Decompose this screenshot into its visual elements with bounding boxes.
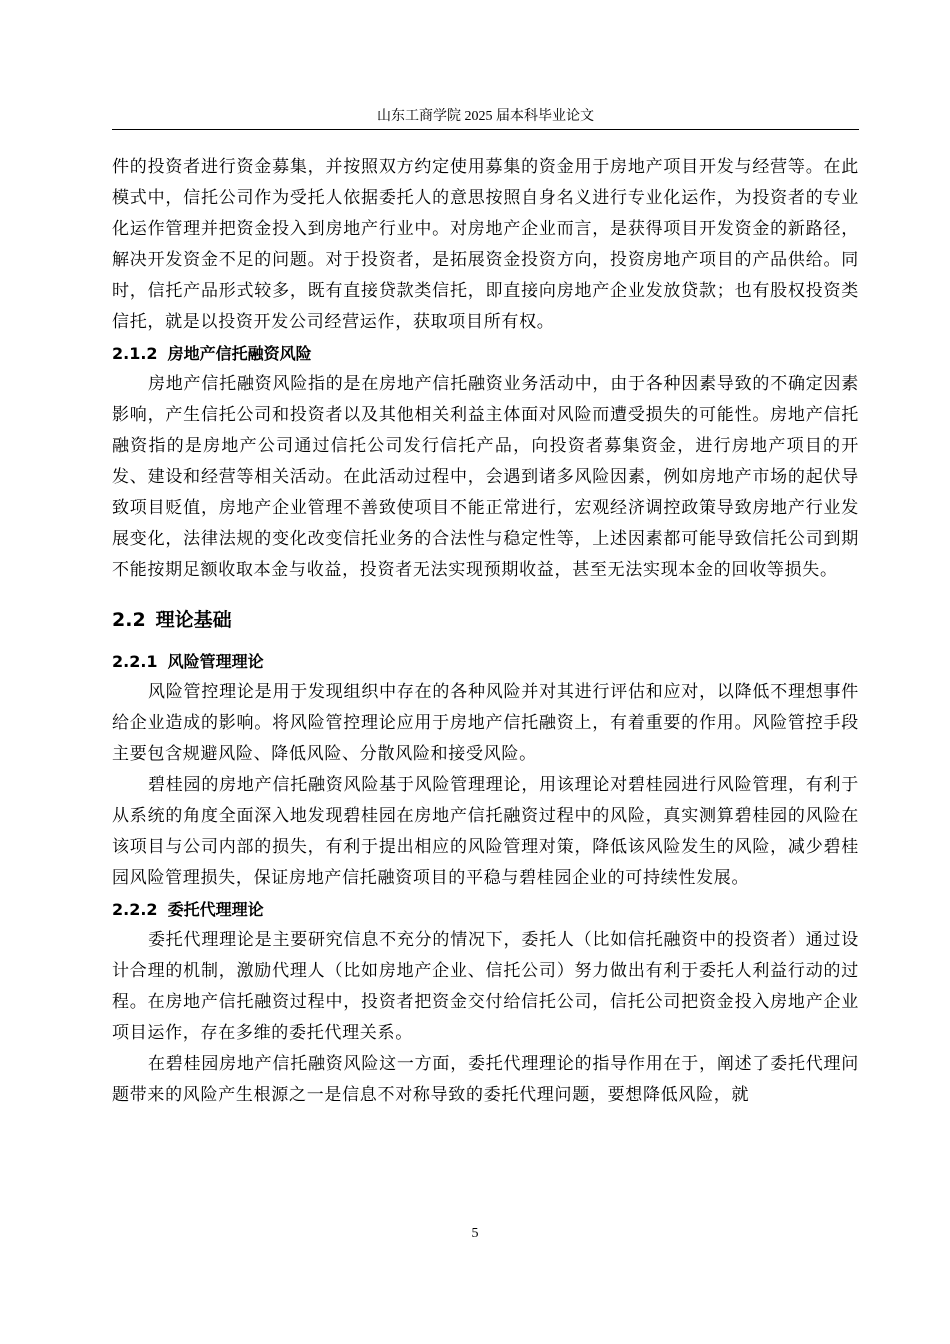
subsection-heading-2-2-2	[112, 894, 859, 925]
paragraph: 房地产信托融资风险指的是在房地产信托融资业务活动中，由于各种因素导致的不确定因素影响，产生信托公司和投资者以及其他相关利益主体面对风险而遭受损失的可能性。房地产信托融资指的是房地产公司通过信托公司发行信托产品，向投资者募集资金，进行房地产项目的开发、建设和经营等相关活动。在此活动过程中，会遇到诸多风险因素，例如房地产市场的起伏导致项目贬值，房地产企业管理不善致使项目不能正常进行，宏观经济调控政策导致房地产行业发展变化，法律法规的变化改变信托业务的合法性与稳定性等，上述因素都可能导致信托公司到期不能按期足额收取本金与收益，投资者无法实现预期收益，甚至无法实现本金的回收等损失。	[112, 374, 859, 580]
section-number: 2.2	[112, 609, 146, 631]
paragraph: 碧桂园的房地产信托融资风险基于风险管理理论，用该理论对碧桂园进行风险管理，有利于从系统的角度全面深入地发现碧桂园在房地产信托融资过程中的风险，真实测算碧桂园的风险在该项目与公司内部的损失，有利于提出相应的风险管理对策，降低该风险发生的风险，减少碧桂园风险管理损失，保证房地产信托融资项目的平稳与碧桂园企业的可持续性发展。	[112, 775, 859, 888]
section-title: 风险管理理论	[167, 652, 264, 671]
section-title: 房地产信托融资风险	[167, 344, 312, 363]
section-number: 2.1.2	[112, 344, 158, 363]
header-divider	[112, 129, 859, 130]
page-body	[112, 152, 859, 1111]
section-number: 2.2.2	[112, 900, 158, 919]
subsection-heading-2-2-1	[112, 646, 859, 677]
section-number: 2.2.1	[112, 652, 158, 671]
running-header: 山东工商学院 2025 届本科毕业论文	[377, 109, 594, 124]
paragraph: 风险管控理论是用于发现组织中存在的各种风险并对其进行评估和应对，以降低不理想事件给企业造成的影响。将风险管控理论应用于房地产信托融资上，有着重要的作用。风险管控手段主要包含规避风险、降低风险、分散风险和接受风险。	[112, 682, 859, 764]
page-number: 5	[471, 1226, 479, 1241]
section-title: 委托代理理论	[167, 900, 264, 919]
paragraph: 委托代理理论是主要研究信息不充分的情况下，委托人（比如信托融资中的投资者）通过设计合理的机制，激励代理人（比如房地产企业、信托公司）努力做出有利于委托人利益行动的过程。在房地产信托融资过程中，投资者把资金交付给信托公司，信托公司把资金投入房地产企业项目运作，存在多维的委托代理关系。	[112, 930, 859, 1043]
paragraph: 在碧桂园房地产信托融资风险这一方面，委托代理理论的指导作用在于，阐述了委托代理问题带来的风险产生根源之一是信息不对称导致的委托代理问题，要想降低风险，就	[112, 1054, 859, 1105]
subsection-heading-2-1-2	[112, 338, 859, 369]
section-title: 理论基础	[155, 609, 232, 631]
section-heading-2-2	[112, 604, 859, 636]
paragraph-continued: 件的投资者进行资金募集，并按照双方约定使用募集的资金用于房地产项目开发与经营等。在此模式中，信托公司作为受托人依据委托人的意思按照自身名义进行专业化运作，为投资者的专业化运作管理并把资金投入到房地产行业中。对房地产企业而言，是获得项目开发资金的新路径，解决开发资金不足的问题。对于投资者，是拓展资金投资方向，投资房地产项目的产品供给。同时，信托产品形式较多，既有直接贷款类信托，即直接向房地产企业发放贷款；也有股权投资类信托，就是以投资开发公司经营运作，获取项目所有权。	[112, 157, 859, 332]
